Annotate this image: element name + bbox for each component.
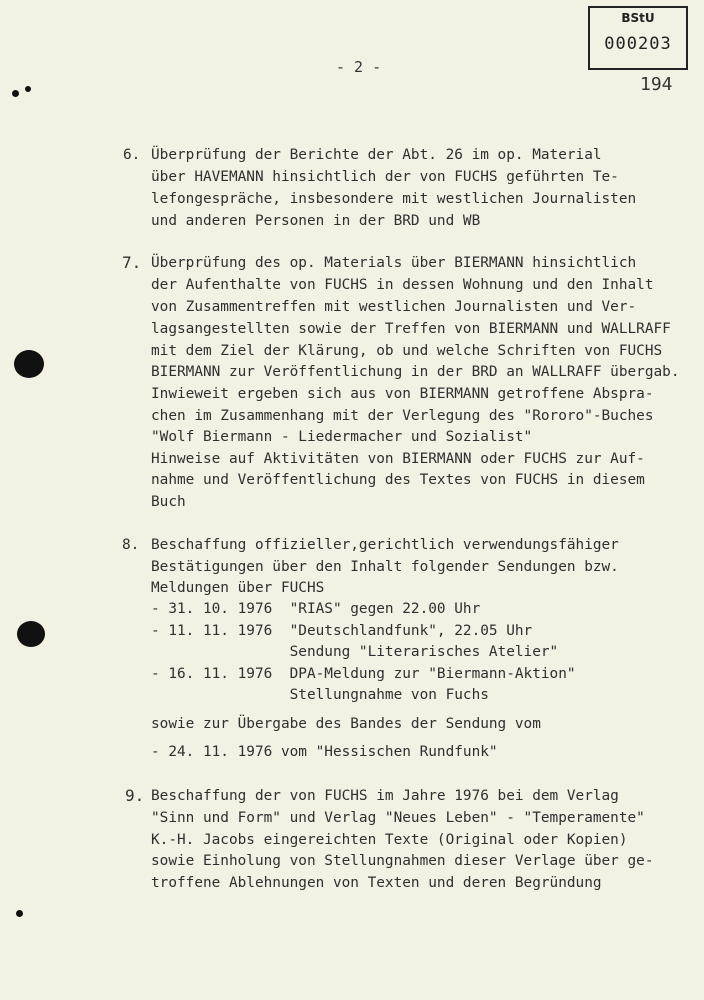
item-7-line: lagsangestellten sowie der Treffen von BIERMANN und WALLRAFF	[151, 321, 671, 337]
item-8-line: Stellungnahme von Fuchs	[151, 687, 489, 703]
item-8-line: - 31. 10. 1976 "RIAS" gegen 22.00 Uhr	[151, 601, 481, 617]
archive-stamp	[588, 6, 688, 70]
archive-stamp-number: 000203	[604, 34, 672, 54]
item-8-line: Meldungen über FUCHS	[151, 580, 325, 596]
punch-hole-mark	[16, 910, 23, 917]
archive-stamp-label: BStU	[621, 11, 655, 25]
item-9-number: 9.	[125, 786, 145, 805]
item-7-line: von Zusammentreffen mit westlichen Journalisten und Ver-	[151, 299, 637, 315]
item-8-line: - 16. 11. 1976 DPA-Meldung zur "Biermann-Aktion"	[151, 666, 576, 682]
item-8-line: Sendung "Literarisches Atelier"	[151, 644, 559, 660]
page-number: - 2 -	[336, 58, 382, 76]
item-7-line: Hinweise auf Aktivitäten von BIERMANN oder FUCHS zur Auf-	[151, 451, 645, 467]
item-8-line: - 11. 11. 1976 "Deutschlandfunk", 22.05 Uhr	[151, 623, 533, 639]
item-7-line: Inwieweit ergeben sich aus von BIERMANN getroffene Abspra-	[151, 386, 654, 402]
folio-number: 194	[640, 74, 673, 95]
punch-hole-mark	[12, 90, 19, 97]
item-8-line: - 24. 11. 1976 vom "Hessischen Rundfunk"	[151, 744, 498, 760]
item-7-line: Überprüfung des op. Materials über BIERMANN hinsichtlich	[151, 255, 637, 271]
item-7-line: Buch	[151, 494, 186, 510]
item-8-line: sowie zur Übergabe des Bandes der Sendung vom	[151, 716, 541, 732]
item-9-line: "Sinn und Form" und Verlag "Neues Leben" - "Temperamente"	[151, 810, 645, 826]
item-6-line: Überprüfung der Berichte der Abt. 26 im op. Material	[151, 147, 602, 163]
item-7-line: nahme und Veröffentlichung des Textes von FUCHS in diesem	[151, 472, 645, 488]
item-9-line: K.-H. Jacobs eingereichten Texte (Original oder Kopien)	[151, 832, 628, 848]
item-7-number: 7.	[122, 253, 142, 272]
item-9-line: Beschaffung der von FUCHS im Jahre 1976 bei dem Verlag	[151, 788, 619, 804]
punch-hole-mark	[25, 86, 31, 92]
item-9-line: sowie Einholung von Stellungnahmen dieser Verlage über ge-	[151, 853, 654, 869]
item-8-line: Bestätigungen über den Inhalt folgender Sendungen bzw.	[151, 559, 619, 575]
punch-hole	[17, 621, 45, 647]
item-7-line: mit dem Ziel der Klärung, ob und welche Schriften von FUCHS	[151, 343, 663, 359]
item-7-line: chen im Zusammenhang mit der Verlegung des "Rororo"-Buches	[151, 408, 654, 424]
item-9-line: troffene Ablehnungen von Texten und deren Begründung	[151, 875, 602, 891]
punch-hole	[14, 350, 44, 378]
item-7-line: "Wolf Biermann - Liedermacher und Sozialist"	[151, 429, 533, 445]
item-6-line: über HAVEMANN hinsichtlich der von FUCHS geführten Te-	[151, 169, 619, 185]
item-8-number: 8.	[122, 537, 140, 553]
item-6-number: 6.	[123, 147, 141, 163]
item-6-line: und anderen Personen in der BRD und WB	[151, 213, 481, 229]
item-7-line: der Aufenthalte von FUCHS in dessen Wohnung und den Inhalt	[151, 277, 654, 293]
item-7-line: BIERMANN zur Veröffentlichung in der BRD an WALLRAFF übergab.	[151, 364, 680, 380]
item-6-line: lefongespräche, insbesondere mit westlichen Journalisten	[151, 191, 637, 207]
item-8-line: Beschaffung offizieller,gerichtlich verwendungsfähiger	[151, 537, 619, 553]
